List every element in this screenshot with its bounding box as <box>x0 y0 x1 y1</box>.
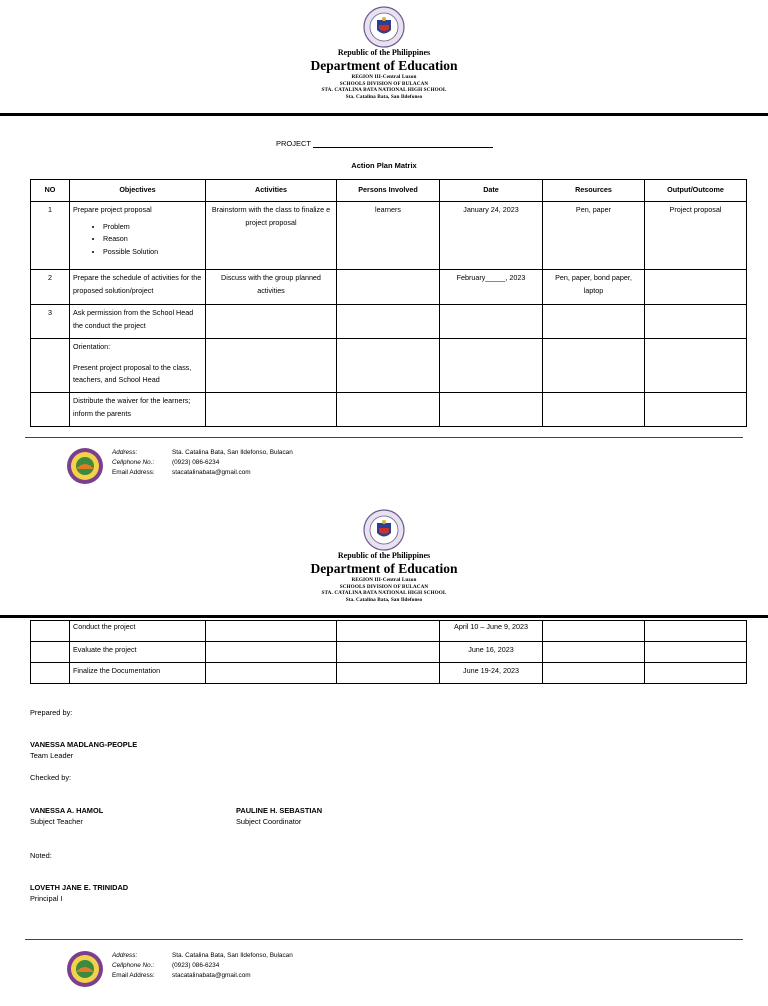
footer-info <box>112 951 293 981</box>
page-footer <box>66 950 293 993</box>
republic-text: Republic of the Philippines <box>337 48 431 57</box>
table-row <box>31 202 747 270</box>
location-text: Sta. Catalina Bata, San Ildefonso <box>345 596 423 603</box>
letterhead <box>0 48 768 100</box>
date-cell: June 19-24, 2023 <box>440 663 543 684</box>
row-number: 1 <box>31 202 70 270</box>
resources-cell <box>543 393 645 427</box>
action-plan-table-continued <box>30 620 747 684</box>
header-rule <box>0 615 768 618</box>
output-cell <box>645 339 747 393</box>
email-value: stacatalinabata@gmail.com <box>172 972 251 979</box>
prepared-label: Prepared by: <box>30 708 73 717</box>
objective-cell <box>70 339 206 393</box>
persons-cell <box>337 642 440 663</box>
row-number: 3 <box>31 305 70 339</box>
project-label: PROJECT <box>276 139 312 148</box>
teacher-signatory <box>30 805 103 827</box>
objective-cell: Finalize the Documentation <box>70 663 206 684</box>
table-row <box>31 393 747 427</box>
bullet-item: • Possible Solution <box>103 246 202 259</box>
coordinator-name: PAULINE H. SEBASTIAN <box>236 806 323 815</box>
deped-seal-icon <box>363 509 405 551</box>
table-row <box>31 305 747 339</box>
persons-cell <box>337 621 440 642</box>
objective-bullets <box>73 221 202 259</box>
activity-cell <box>206 339 337 393</box>
address-value: Sta. Catalina Bata, San Ildefonso, Bulacan <box>172 952 293 959</box>
row-number: 2 <box>31 270 70 305</box>
leader-name: VANESSA MADLANG-PEOPLE <box>30 740 138 749</box>
output-cell <box>645 393 747 427</box>
objective-cell: Ask permission from the School Head the conduct the project <box>70 305 206 339</box>
coordinator-role: Subject Coordinator <box>236 817 302 826</box>
resources-cell <box>543 642 645 663</box>
output-cell <box>645 305 747 339</box>
prepared-signatory <box>30 739 137 761</box>
column-header: Objectives <box>70 180 206 202</box>
division-text: SCHOOLS DIVISION OF BULACAN <box>339 583 429 590</box>
header-rule <box>0 113 768 116</box>
phone-label: Cellphone No.: <box>112 962 155 969</box>
objective-text: Prepare project proposal <box>73 205 152 214</box>
project-field <box>276 139 493 148</box>
objective-cell <box>70 202 206 270</box>
persons-cell <box>337 393 440 427</box>
date-cell: June 16, 2023 <box>440 642 543 663</box>
deped-seal-icon <box>363 6 405 48</box>
objective-cell: Distribute the waiver for the learners; inform the parents <box>70 393 206 427</box>
output-cell <box>645 621 747 642</box>
principal-name: LOVETH JANE E. TRINIDAD <box>30 883 129 892</box>
matrix-title: Action Plan Matrix <box>351 161 417 170</box>
output-cell <box>645 663 747 684</box>
address-value: Sta. Catalina Bata, San Ildefonso, Bulacan <box>172 449 293 456</box>
activity-cell: Brainstorm with the class to finalize e project proposal <box>206 202 337 270</box>
address-label: Address: <box>112 952 138 959</box>
principal-signatory <box>30 882 128 904</box>
objective-text: Present project proposal to the class, teachers, and School Head <box>73 362 192 384</box>
column-header: Date <box>440 180 543 202</box>
row-number <box>31 393 70 427</box>
date-cell <box>440 305 543 339</box>
date-cell <box>440 339 543 393</box>
region-text: REGION III-Central Luzon <box>351 74 417 80</box>
school-text: STA. CATALINA BATA NATIONAL HIGH SCHOOL <box>321 590 447 597</box>
activity-cell <box>206 393 337 427</box>
column-header: Output/Outcome <box>645 180 747 202</box>
footer-info <box>112 448 293 478</box>
objective-cell: Prepare the schedule of activities for the proposed solution/project <box>70 270 206 305</box>
department-title: Department of Education <box>310 58 458 73</box>
phone-value: (0923) 086-6234 <box>172 962 220 969</box>
column-header: Resources <box>543 180 645 202</box>
row-number <box>31 642 70 663</box>
noted-label: Noted: <box>30 851 52 860</box>
resources-cell <box>543 663 645 684</box>
principal-role: Principal I <box>30 894 63 903</box>
table-row <box>31 663 747 684</box>
date-cell: April 10 – June 9, 2023 <box>440 621 543 642</box>
activity-cell <box>206 642 337 663</box>
school-logo-icon <box>66 950 104 988</box>
checked-label: Checked by: <box>30 773 72 782</box>
email-label: Email Address: <box>112 469 155 476</box>
persons-cell <box>337 339 440 393</box>
objective-cell: Conduct the project <box>70 621 206 642</box>
footer-rule <box>25 437 743 438</box>
phone-label: Cellphone No.: <box>112 459 155 466</box>
teacher-role: Subject Teacher <box>30 817 83 826</box>
activity-cell <box>206 663 337 684</box>
resources-cell <box>543 305 645 339</box>
resources-cell <box>543 621 645 642</box>
school-text: STA. CATALINA BATA NATIONAL HIGH SCHOOL <box>321 87 447 94</box>
date-cell: February_____, 2023 <box>440 270 543 305</box>
page-footer <box>66 447 293 490</box>
table-row <box>31 621 747 642</box>
project-blank-line <box>313 139 493 148</box>
location-text: Sta. Catalina Bata, San Ildefonso <box>345 93 423 100</box>
school-logo-icon <box>66 447 104 485</box>
date-cell: January 24, 2023 <box>440 202 543 270</box>
objective-heading: Orientation: <box>73 342 111 351</box>
republic-text: Republic of the Philippines <box>337 551 431 560</box>
table-row <box>31 339 747 393</box>
leader-role: Team Leader <box>30 751 74 760</box>
email-value: stacatalinabata@gmail.com <box>172 469 251 476</box>
table-header-row <box>31 180 747 202</box>
output-cell: Project proposal <box>645 202 747 270</box>
row-number <box>31 339 70 393</box>
table-row <box>31 642 747 663</box>
department-title: Department of Education <box>310 561 458 576</box>
action-plan-table <box>30 179 747 427</box>
persons-cell <box>337 270 440 305</box>
address-label: Address: <box>112 449 138 456</box>
output-cell <box>645 270 747 305</box>
resources-cell <box>543 339 645 393</box>
date-cell <box>440 393 543 427</box>
objective-cell: Evaluate the project <box>70 642 206 663</box>
bullet-item: • Problem <box>103 221 202 234</box>
column-header: Persons Involved <box>337 180 440 202</box>
coordinator-signatory <box>236 805 322 827</box>
bullet-item: • Reason <box>103 233 202 246</box>
row-number <box>31 621 70 642</box>
resources-cell: Pen, paper <box>543 202 645 270</box>
output-cell <box>645 642 747 663</box>
persons-cell <box>337 305 440 339</box>
resources-cell: Pen, paper, bond paper, laptop <box>543 270 645 305</box>
column-header: NO <box>31 180 70 202</box>
persons-cell <box>337 663 440 684</box>
persons-cell: learners <box>337 202 440 270</box>
table-row <box>31 270 747 305</box>
email-label: Email Address: <box>112 972 155 979</box>
activity-cell <box>206 305 337 339</box>
activity-cell: Discuss with the group planned activities <box>206 270 337 305</box>
letterhead <box>0 551 768 603</box>
phone-value: (0923) 086-6234 <box>172 459 220 466</box>
activity-cell <box>206 621 337 642</box>
region-text: REGION III-Central Luzon <box>351 577 417 583</box>
division-text: SCHOOLS DIVISION OF BULACAN <box>339 80 429 87</box>
footer-rule <box>25 939 743 940</box>
teacher-name: VANESSA A. HAMOL <box>30 806 104 815</box>
column-header: Activities <box>206 180 337 202</box>
row-number <box>31 663 70 684</box>
